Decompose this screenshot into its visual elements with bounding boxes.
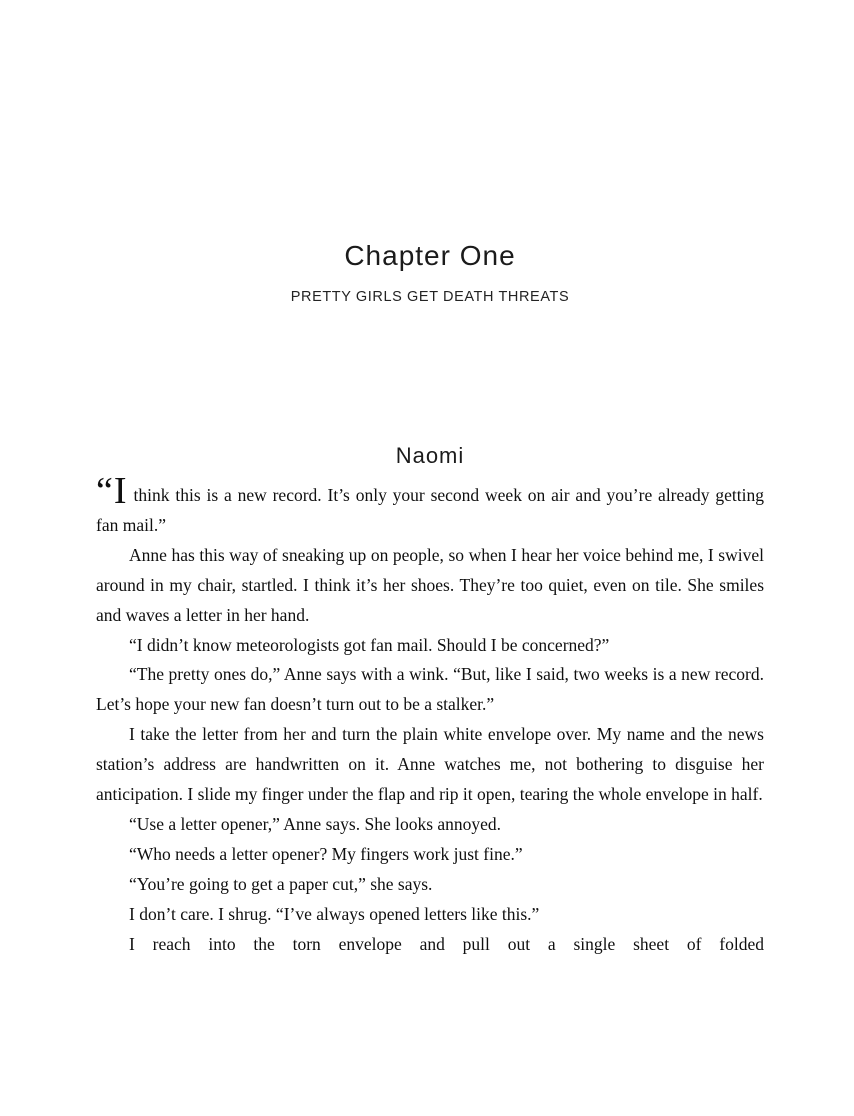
chapter-title: Chapter One xyxy=(344,240,516,271)
paragraph: “Use a letter opener,” Anne says. She looks annoyed. xyxy=(129,813,502,834)
body-text xyxy=(96,470,764,960)
paragraph-list xyxy=(96,541,764,960)
paragraph: “The pretty ones do,” Anne says with a wink. “But, like I said, two weeks is a new record. Let’s hope your new fan doesn’t turn out to be a stalker.” xyxy=(96,664,764,715)
paragraph: I reach into the torn envelope and pull out a single sheet of folded xyxy=(129,933,764,954)
paragraph: Anne has this way of sneaking up on people, so when I hear her voice behind me, I swivel around in my chair, startled. I think it’s her shoes. They’re too quiet, even on tile. She smiles and waves a letter in her hand. xyxy=(96,544,764,625)
section-heading-pov-character: Naomi xyxy=(395,443,465,468)
chapter-subtitle: PRETTY GIRLS GET DEATH THREATS xyxy=(290,289,570,305)
paragraph: I don’t care. I shrug. “I’ve always opened letters like this.” xyxy=(129,903,540,924)
paragraph: “I didn’t know meteorologists got fan mail. Should I be concerned?” xyxy=(129,634,610,655)
opening-paragraph-text: think this is a new record. It’s only your second week on air and you’re already getting fan mail.” xyxy=(96,485,764,535)
paragraph: “Who needs a letter opener? My fingers work just fine.” xyxy=(129,843,523,864)
opening-paragraph xyxy=(96,470,764,541)
opening-initial-quote: “I xyxy=(96,470,128,512)
text-block xyxy=(96,0,764,960)
paragraph: I take the letter from her and turn the plain white envelope over. My name and the news station’s address are handwritten on it. Anne watches me, not bothering to disguise her anticipation. I slide my finger under the flap and rip it open, tearing the whole envelope in half. xyxy=(96,724,764,805)
paragraph: “You’re going to get a paper cut,” she says. xyxy=(129,873,433,894)
